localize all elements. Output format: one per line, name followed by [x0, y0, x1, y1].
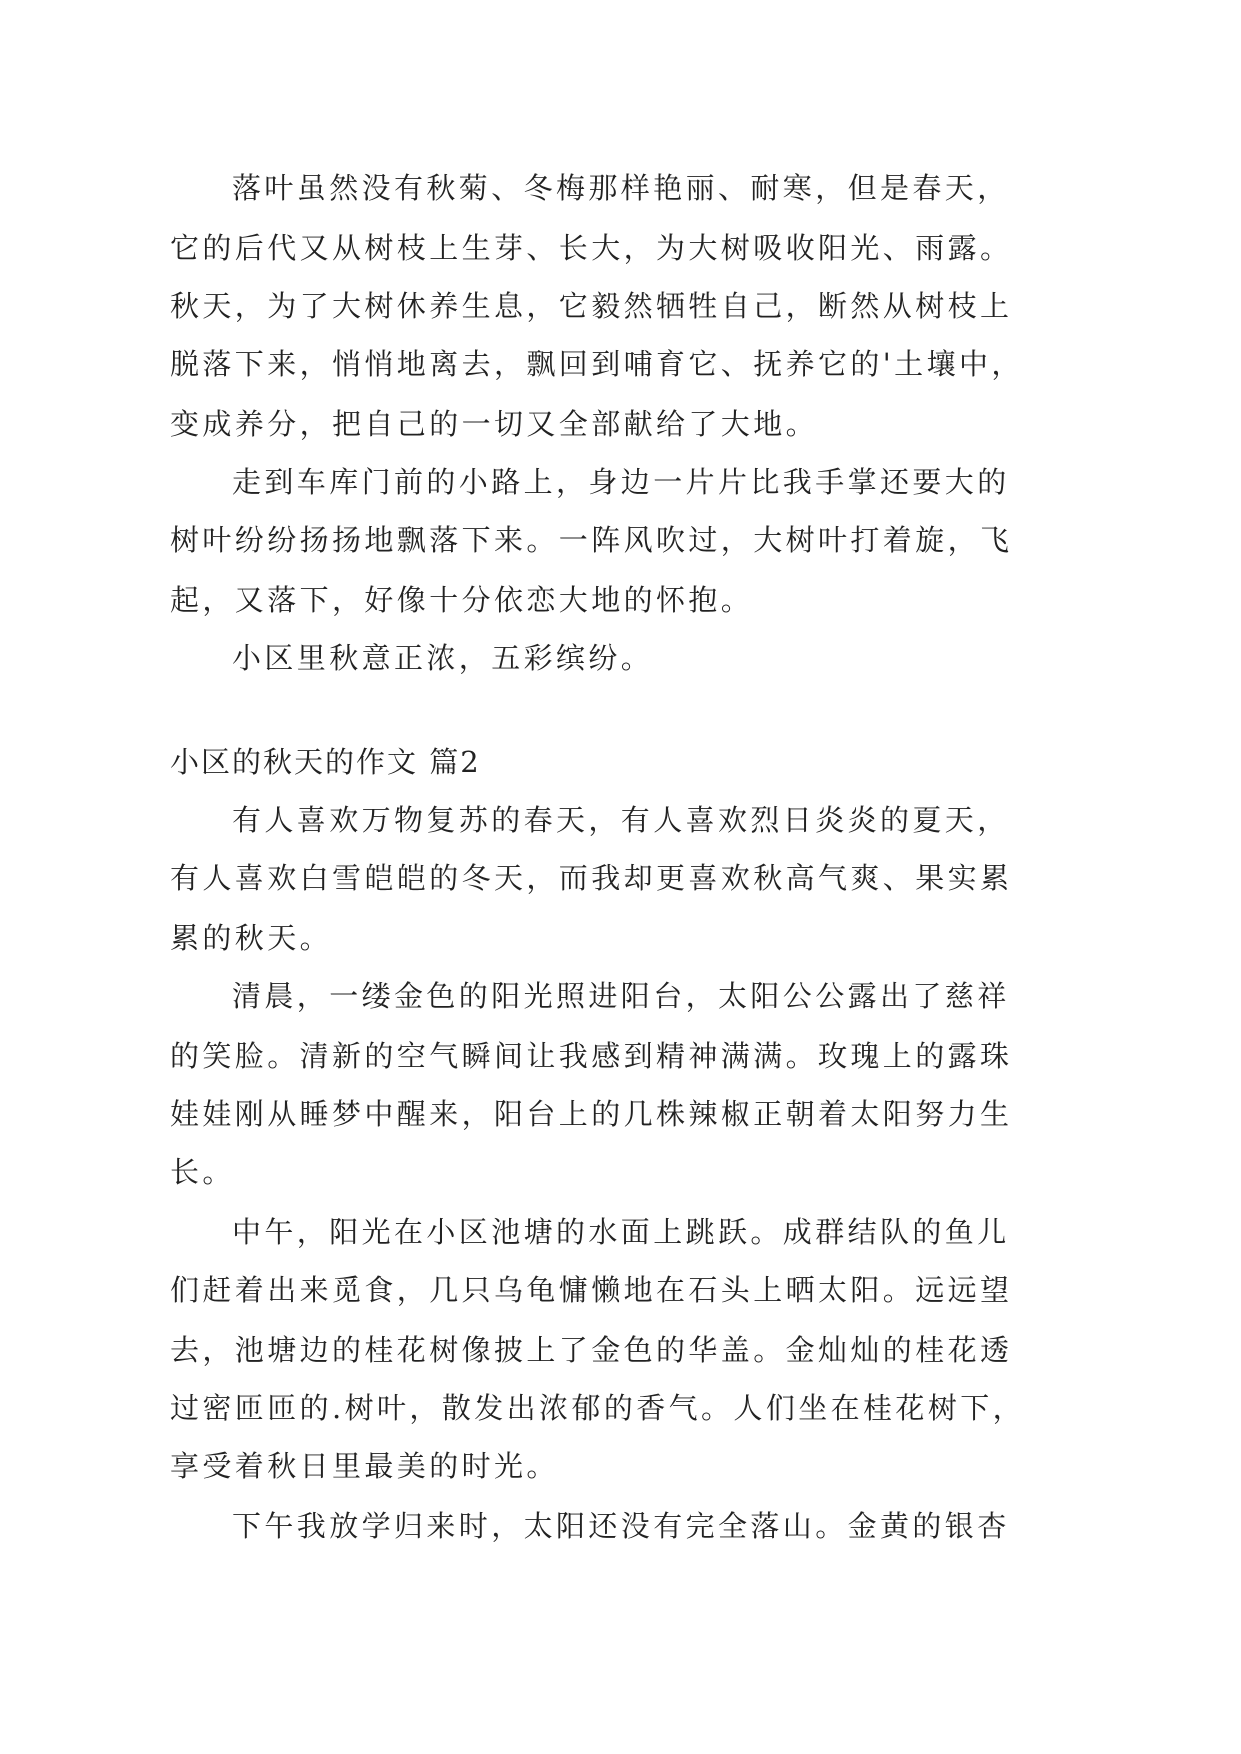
text-line: 它的后代又从树枝上生芽、长大，为大树吸收阳光、雨露。	[170, 231, 1013, 265]
text-line: 落叶虽然没有秋菊、冬梅那样艳丽、耐寒，但是春天，	[232, 171, 1010, 205]
text-line: 娃娃刚从睡梦中醒来，阳台上的几株辣椒正朝着太阳努力生	[170, 1097, 1013, 1131]
text-line: 脱落下来，悄悄地离去，飘回到哺育它、抚养它的'土壤中，	[170, 347, 1024, 381]
text-line: 们赶着出来觅食，几只乌龟慵懒地在石头上晒太阳。远远望	[170, 1273, 1013, 1307]
text-line: 长。	[170, 1155, 235, 1189]
text-line: 下午我放学归来时，太阳还没有完全落山。金黄的银杏	[232, 1509, 1010, 1543]
text-line: 的笑脸。清新的空气瞬间让我感到精神满满。玫瑰上的露珠	[170, 1039, 1013, 1073]
text-line: 过密匝匝的.树叶，散发出浓郁的香气。人们坐在桂花树下，	[170, 1391, 1026, 1425]
text-line: 树叶纷纷扬扬地飘落下来。一阵风吹过，大树叶打着旋，飞	[170, 523, 1013, 557]
text-line: 去，池塘边的桂花树像披上了金色的华盖。金灿灿的桂花透	[170, 1333, 1013, 1367]
text-line: 有人喜欢白雪皑皑的冬天，而我却更喜欢秋高气爽、果实累	[170, 861, 1013, 895]
text-line: 累的秋天。	[170, 921, 333, 955]
text-line: 有人喜欢万物复苏的春天，有人喜欢烈日炎炎的夏天，	[232, 803, 1010, 837]
text-line: 走到车库门前的小路上，身边一片片比我手掌还要大的	[232, 465, 1010, 499]
text-line: 小区里秋意正浓，五彩缤纷。	[232, 641, 654, 675]
section-heading: 小区的秋天的作文 篇2	[170, 745, 481, 779]
text-line: 变成养分，把自己的一切又全部献给了大地。	[170, 407, 819, 441]
text-line: 秋天，为了大树休养生息，它毅然牺牲自己，断然从树枝上	[170, 289, 1013, 323]
text-line: 享受着秋日里最美的时光。	[170, 1449, 559, 1483]
text-line: 起，又落下，好像十分依恋大地的怀抱。	[170, 583, 754, 617]
text-line: 清晨，一缕金色的阳光照进阳台，太阳公公露出了慈祥	[232, 979, 1010, 1013]
text-line: 中午，阳光在小区池塘的水面上跳跃。成群结队的鱼儿	[232, 1215, 1010, 1249]
